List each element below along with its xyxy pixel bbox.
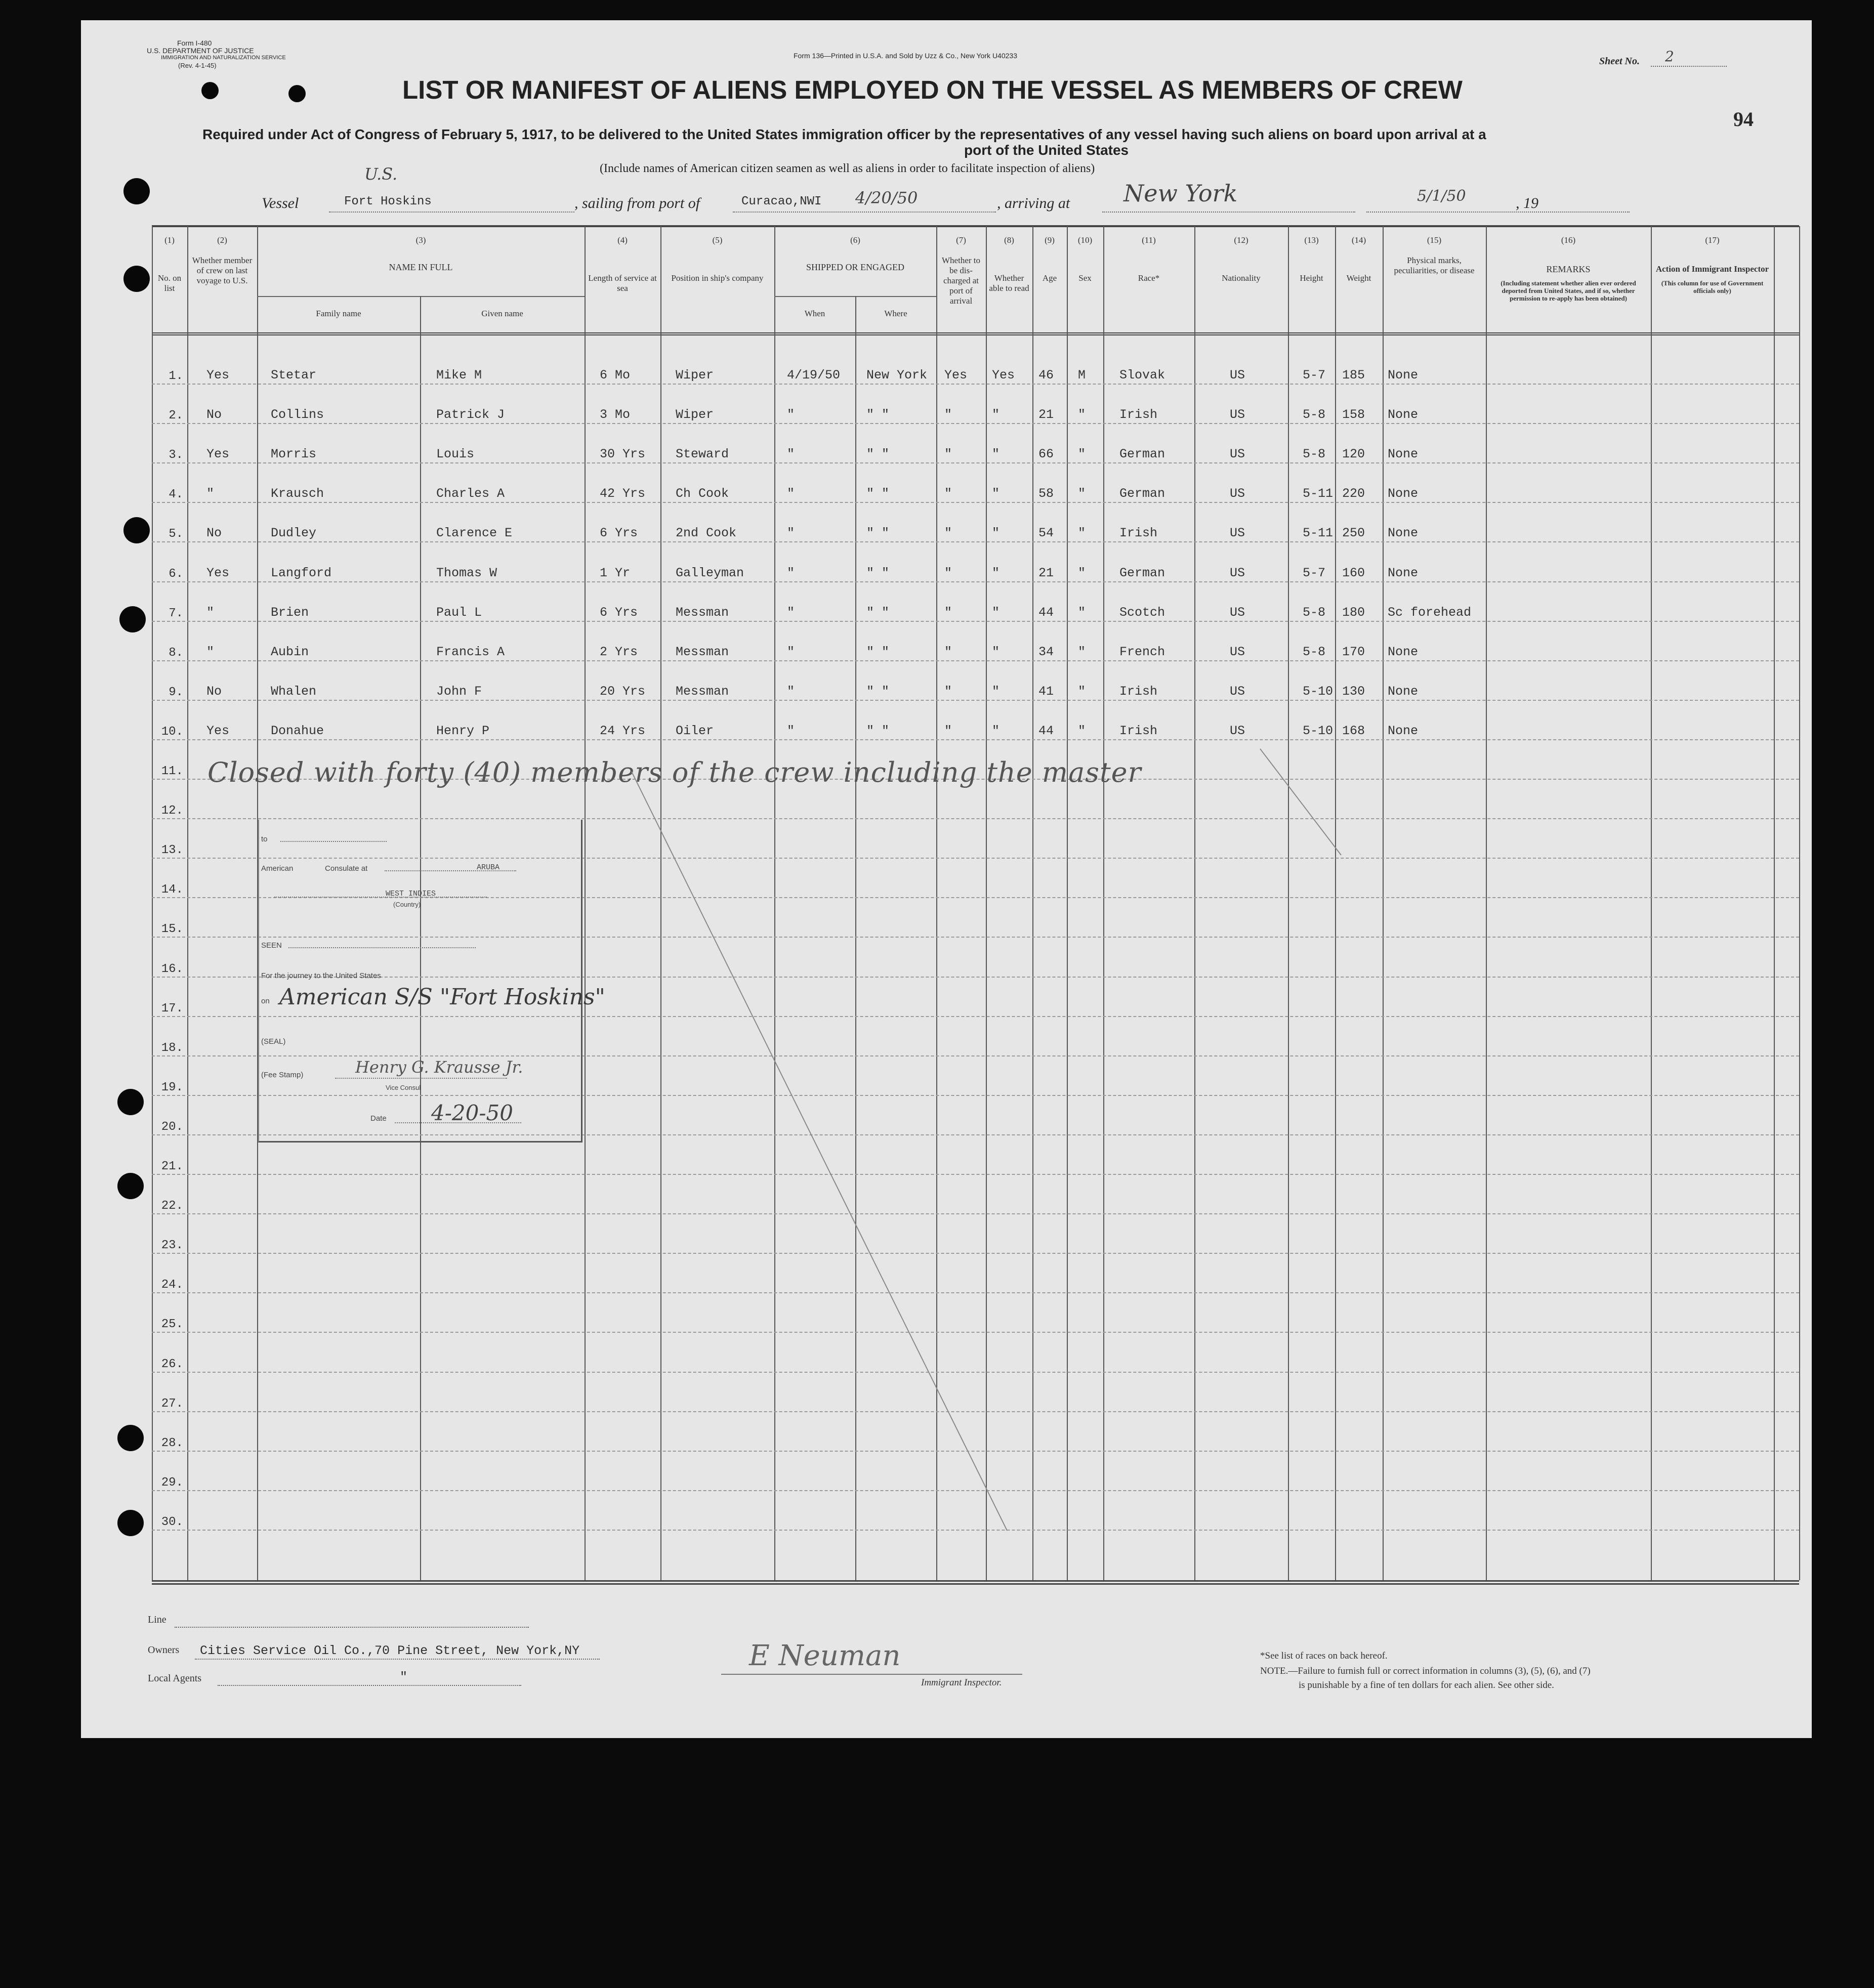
races-note: *See list of races on back hereof. — [1260, 1651, 1388, 1661]
cell-given: Francis A — [436, 644, 505, 659]
cell-where: " " — [866, 407, 890, 422]
column-number: (3) — [415, 235, 426, 245]
cell-discharged: " — [944, 447, 952, 462]
row-number: 18. — [161, 1041, 183, 1055]
cell-when: " — [787, 723, 795, 738]
cell-race: Irish — [1119, 526, 1158, 541]
cell-read: Yes — [992, 368, 1015, 383]
cell-discharged: " — [944, 684, 952, 699]
row-number: 14. — [161, 883, 183, 897]
cell-nationality: US — [1230, 368, 1245, 383]
cell-race: Scotch — [1119, 605, 1165, 620]
cell-given: Paul L — [436, 605, 482, 620]
cell-position: Messman — [676, 644, 729, 659]
column-header: NAME IN FULL — [389, 262, 453, 272]
cell-nationality: US — [1230, 723, 1245, 738]
cell-weight: 160 — [1342, 565, 1365, 580]
cell-service: 2 Yrs — [600, 644, 638, 659]
cell-family: Stetar — [271, 368, 317, 383]
cell-where: " " — [866, 684, 890, 699]
arriving-label: , arriving at — [997, 195, 1070, 212]
cell-height: 5-11 — [1303, 486, 1334, 501]
column-number: (6) — [850, 235, 860, 245]
cell-service: 20 Yrs — [600, 684, 646, 699]
cell-read: " — [992, 644, 1000, 659]
cell-last-voyage: Yes — [206, 565, 230, 580]
inspector-line — [721, 1674, 1022, 1675]
cell-marks: None — [1388, 526, 1419, 541]
cell-discharged: " — [944, 644, 952, 659]
cell-last-voyage: Yes — [206, 447, 230, 462]
column-number: (13) — [1304, 235, 1319, 245]
cell-race: German — [1119, 565, 1165, 580]
cell-weight: 185 — [1342, 368, 1365, 383]
cell-nationality: US — [1230, 565, 1245, 580]
cell-sex: " — [1078, 644, 1086, 659]
cell-where: " " — [866, 526, 890, 541]
cell-marks: None — [1388, 447, 1419, 462]
cell-family: Dudley — [271, 526, 317, 541]
cell-nationality: US — [1230, 407, 1245, 422]
owners-value: Cities Service Oil Co.,70 Pine Street, New York,NY — [200, 1643, 580, 1658]
cell-position: Messman — [676, 684, 729, 699]
cell-sex: " — [1078, 565, 1086, 580]
stamp-american: American — [261, 864, 294, 873]
cell-given: Clarence E — [436, 526, 513, 541]
row-number: 26. — [161, 1357, 183, 1371]
cell-where: " " — [866, 565, 890, 580]
cell-nationality: US — [1230, 447, 1245, 462]
column-number: (5) — [712, 235, 723, 245]
sailing-label: , sailing from port of — [574, 195, 700, 212]
cell-race: Slovak — [1119, 368, 1165, 383]
row-number: 20. — [161, 1120, 183, 1134]
column-number: (4) — [617, 235, 628, 245]
column-subheader: Family name — [316, 309, 361, 318]
row-number: 17. — [161, 1001, 183, 1016]
owners-label: Owners — [148, 1644, 180, 1656]
cell-read: " — [992, 447, 1000, 462]
column-header: Race* — [1138, 273, 1160, 283]
cell-nationality: US — [1230, 486, 1245, 501]
cell-nationality: US — [1230, 526, 1245, 541]
arriving-port: New York — [1123, 180, 1238, 207]
agents-value: " — [400, 1670, 408, 1684]
cell-height: 5-8 — [1303, 644, 1326, 659]
column-header: Whether member of crew on last voyage to U.S. — [192, 256, 253, 285]
cell-service: 6 Mo — [600, 368, 631, 383]
row-number: 24. — [161, 1278, 183, 1292]
cell-last-voyage: No — [206, 526, 222, 541]
row-number: 3. — [169, 448, 183, 462]
row-number: 7. — [169, 606, 183, 620]
cell-discharged: " — [944, 407, 952, 422]
cell-family: Aubin — [271, 644, 309, 659]
owners-field — [195, 1659, 600, 1660]
cell-position: Messman — [676, 605, 729, 620]
stamp-ship: American S/S "Fort Hoskins" — [279, 984, 605, 1010]
cell-age: 21 — [1038, 407, 1054, 422]
row-number: 30. — [161, 1515, 183, 1529]
cell-service: 30 Yrs — [600, 447, 646, 462]
note-1: NOTE.—Failure to furnish full or correct information in columns (3), (5), (6), and (7) — [1260, 1666, 1591, 1676]
cell-service: 42 Yrs — [600, 486, 646, 501]
column-subheader: Given name — [481, 309, 523, 318]
stamp-vice-consul: Vice Consul — [386, 1084, 421, 1091]
row-number: 19. — [161, 1080, 183, 1094]
row-number: 6. — [169, 567, 183, 581]
cell-age: 34 — [1038, 644, 1054, 659]
cell-age: 44 — [1038, 723, 1054, 738]
cell-weight: 130 — [1342, 684, 1365, 699]
cell-given: Henry P — [436, 723, 490, 738]
cell-position: Wiper — [676, 368, 714, 383]
cell-read: " — [992, 723, 1000, 738]
service: IMMIGRATION AND NATURALIZATION SERVICE — [161, 55, 286, 61]
printer-line: Form 136—Printed in U.S.A. and Sold by Uzz & Co., New York U40233 — [794, 52, 1017, 60]
column-header: Height — [1300, 273, 1323, 283]
cell-read: " — [992, 684, 1000, 699]
cell-age: 41 — [1038, 684, 1054, 699]
stamp-fee: (Fee Stamp) — [261, 1071, 304, 1079]
page-title: LIST OR MANIFEST OF ALIENS EMPLOYED ON THE VESSEL AS MEMBERS OF CREW — [402, 75, 1463, 104]
cell-discharged: " — [944, 526, 952, 541]
cell-nationality: US — [1230, 644, 1245, 659]
column-header: Weight — [1346, 273, 1371, 283]
cell-last-voyage: " — [206, 486, 215, 501]
cell-where: " " — [866, 644, 890, 659]
stamp-country-label: (Country) — [393, 901, 421, 908]
column-header: REMARKS — [1546, 264, 1591, 274]
row-number: 8. — [169, 646, 183, 660]
column-header: Sex — [1078, 273, 1092, 283]
stamp-signature: Henry G. Krausse Jr. — [355, 1058, 523, 1077]
column-number: (14) — [1351, 235, 1366, 245]
cell-position: Wiper — [676, 407, 714, 422]
cell-sex: " — [1078, 407, 1086, 422]
column-number: (15) — [1427, 235, 1442, 245]
cell-race: French — [1119, 644, 1165, 659]
cell-weight: 158 — [1342, 407, 1365, 422]
vessel-prefix: U.S. — [364, 164, 398, 184]
cell-last-voyage: " — [206, 605, 215, 620]
cell-when: " — [787, 605, 795, 620]
cell-position: Ch Cook — [676, 486, 729, 501]
sailing-port: Curacao,NWI — [741, 195, 822, 208]
subtitle-2: port of the United States — [964, 142, 1129, 158]
cell-sex: " — [1078, 486, 1086, 501]
cell-weight: 220 — [1342, 486, 1365, 501]
closing-note: Closed with forty (40) members of the crew including the master — [207, 756, 1142, 788]
cell-height: 5-10 — [1303, 684, 1334, 699]
cell-when: " — [787, 565, 795, 580]
sheet-value: 2 — [1665, 48, 1674, 65]
row-number: 16. — [161, 962, 183, 976]
cell-last-voyage: No — [206, 407, 222, 422]
cell-given: Louis — [436, 447, 475, 462]
agents-field — [218, 1685, 521, 1686]
column-header: Action of Immigrant Inspector — [1655, 264, 1769, 274]
cell-height: 5-8 — [1303, 605, 1326, 620]
column-header: SHIPPED OR ENGAGED — [806, 262, 904, 272]
cell-discharged: Yes — [944, 368, 968, 383]
row-number: 22. — [161, 1199, 183, 1213]
stamp-city: ARUBA — [477, 863, 500, 872]
cell-race: Irish — [1119, 723, 1158, 738]
cell-weight: 170 — [1342, 644, 1365, 659]
cell-position: Oiler — [676, 723, 714, 738]
stamp-on: on — [261, 997, 270, 1005]
cell-sex: " — [1078, 447, 1086, 462]
row-number: 10. — [161, 725, 183, 739]
cell-last-voyage: No — [206, 684, 222, 699]
column-header: No. on list — [157, 273, 182, 293]
cell-race: German — [1119, 486, 1165, 501]
cell-discharged: " — [944, 605, 952, 620]
cell-when: 4/19/50 — [787, 368, 841, 383]
cell-family: Langford — [271, 565, 332, 580]
column-header: Position in ship's company — [671, 273, 764, 283]
row-number: 9. — [169, 685, 183, 699]
cell-weight: 120 — [1342, 447, 1365, 462]
stamp-seal: (SEAL) — [261, 1037, 286, 1046]
cell-where: " " — [866, 447, 890, 462]
cell-family: Morris — [271, 447, 317, 462]
cell-service: 1 Yr — [600, 565, 631, 580]
cell-marks: None — [1388, 565, 1419, 580]
cell-where: " " — [866, 605, 890, 620]
cell-sex: M — [1078, 368, 1086, 383]
row-number: 4. — [169, 488, 183, 502]
cell-read: " — [992, 565, 1000, 580]
row-number: 21. — [161, 1160, 183, 1173]
row-number: 23. — [161, 1239, 183, 1253]
cell-sex: " — [1078, 605, 1086, 620]
cell-nationality: US — [1230, 684, 1245, 699]
cell-given: John F — [436, 684, 482, 699]
cell-last-voyage: Yes — [206, 723, 230, 738]
cell-discharged: " — [944, 565, 952, 580]
cell-age: 46 — [1038, 368, 1054, 383]
cell-race: German — [1119, 447, 1165, 462]
row-number: 12. — [161, 804, 183, 818]
cell-age: 66 — [1038, 447, 1054, 462]
cell-age: 54 — [1038, 526, 1054, 541]
column-number: (1) — [164, 235, 175, 245]
column-number: (11) — [1142, 235, 1156, 245]
cell-height: 5-11 — [1303, 526, 1334, 541]
cell-age: 58 — [1038, 486, 1054, 501]
page-number: 94 — [1733, 108, 1754, 131]
cell-read: " — [992, 605, 1000, 620]
stamp-seen: SEEN — [261, 941, 282, 950]
inspector-signature: E Neuman — [749, 1639, 901, 1672]
row-number: 29. — [161, 1475, 183, 1490]
cell-family: Krausch — [271, 486, 324, 501]
cell-family: Brien — [271, 605, 309, 620]
cell-nationality: US — [1230, 605, 1245, 620]
cell-family: Collins — [271, 407, 324, 422]
cell-when: " — [787, 684, 795, 699]
column-header: Physical marks, peculiarities, or disease — [1394, 256, 1475, 275]
inspector-label: Immigrant Inspector. — [921, 1677, 1002, 1688]
cell-where: New York — [866, 368, 928, 383]
column-number: (2) — [217, 235, 227, 245]
cell-read: " — [992, 407, 1000, 422]
cell-marks: None — [1388, 723, 1419, 738]
stamp-country: WEST INDIES — [386, 890, 436, 898]
column-note: (Including statement whether alien ever ordered deported from United States, and if so, whether permission to re-apply has been obtained) — [1501, 279, 1636, 302]
cell-service: 6 Yrs — [600, 526, 638, 541]
sailing-date: 4/20/50 — [855, 188, 918, 207]
row-number: 27. — [161, 1397, 183, 1411]
cell-last-voyage: Yes — [206, 368, 230, 383]
cell-given: Patrick J — [436, 407, 505, 422]
cell-position: 2nd Cook — [676, 526, 737, 541]
cell-marks: None — [1388, 368, 1419, 383]
cell-service: 24 Yrs — [600, 723, 646, 738]
form-number: Form I-480 — [177, 39, 212, 47]
cell-marks: None — [1388, 407, 1419, 422]
cell-when: " — [787, 447, 795, 462]
column-header: Length of service at sea — [588, 273, 657, 293]
cell-given: Thomas W — [436, 565, 497, 580]
cell-when: " — [787, 526, 795, 541]
cell-marks: Sc forehead — [1388, 605, 1472, 620]
column-number: (10) — [1077, 235, 1093, 245]
column-number: (16) — [1561, 235, 1576, 245]
cell-service: 6 Yrs — [600, 605, 638, 620]
column-number: (17) — [1705, 235, 1720, 245]
row-number: 1. — [169, 369, 183, 383]
cell-sex: " — [1078, 723, 1086, 738]
cell-marks: None — [1388, 684, 1419, 699]
cell-race: Irish — [1119, 684, 1158, 699]
column-header: Nationality — [1222, 273, 1261, 283]
column-subheader: Where — [884, 309, 907, 318]
column-header: Whether able to read — [989, 273, 1029, 293]
row-number: 2. — [169, 409, 183, 423]
stamp-to: to — [261, 835, 268, 843]
stamp-date: 4-20-50 — [431, 1101, 513, 1125]
note-2: is punishable by a fine of ten dollars for each alien. See other side. — [1299, 1680, 1554, 1690]
row-number: 25. — [161, 1318, 183, 1332]
stamp-consulate: Consulate at — [325, 864, 368, 873]
subtitle-1: Required under Act of Congress of February 5, 1917, to be delivered to the United States immigration officer by the representatives of any vessel having such aliens on board upon arrival at a — [202, 126, 1486, 142]
row-number: 15. — [161, 922, 183, 937]
cell-discharged: " — [944, 486, 952, 501]
cell-height: 5-7 — [1303, 565, 1326, 580]
cell-when: " — [787, 407, 795, 422]
cell-height: 5-7 — [1303, 368, 1326, 383]
row-number: 5. — [169, 527, 183, 541]
cell-family: Whalen — [271, 684, 317, 699]
row-number: 28. — [161, 1436, 183, 1450]
cell-last-voyage: " — [206, 644, 215, 659]
cell-sex: " — [1078, 526, 1086, 541]
cell-race: Irish — [1119, 407, 1158, 422]
line-field — [175, 1627, 529, 1628]
row-number: 11. — [161, 765, 183, 778]
line-label: Line — [148, 1614, 166, 1625]
cell-marks: None — [1388, 644, 1419, 659]
cell-given: Mike M — [436, 368, 482, 383]
cell-family: Donahue — [271, 723, 324, 738]
cell-read: " — [992, 526, 1000, 541]
arriving-date: 5/1/50 — [1417, 187, 1466, 205]
column-subheader: When — [804, 309, 825, 318]
cell-sex: " — [1078, 684, 1086, 699]
column-number: (7) — [956, 235, 966, 245]
cell-weight: 250 — [1342, 526, 1365, 541]
agents-label: Local Agents — [148, 1673, 202, 1684]
vessel-name: Fort Hoskins — [344, 195, 432, 208]
column-number: (8) — [1004, 235, 1014, 245]
column-header: Whether to be dis-charged at port of arrival — [942, 256, 980, 306]
cell-when: " — [787, 644, 795, 659]
subtitle-3: (Include names of American citizen seamen as well as aliens in order to facilitate inspection of aliens) — [600, 162, 1095, 175]
cell-where: " " — [866, 723, 890, 738]
cell-height: 5-8 — [1303, 407, 1326, 422]
cell-where: " " — [866, 486, 890, 501]
cell-position: Galleyman — [676, 565, 744, 580]
vessel-label: Vessel — [262, 195, 299, 212]
cell-weight: 180 — [1342, 605, 1365, 620]
revision: (Rev. 4-1-45) — [178, 62, 217, 69]
cell-when: " — [787, 486, 795, 501]
cell-age: 21 — [1038, 565, 1054, 580]
column-header: Age — [1042, 273, 1057, 283]
cell-read: " — [992, 486, 1000, 501]
row-number: 13. — [161, 843, 183, 858]
column-number: (12) — [1234, 235, 1248, 245]
cell-age: 44 — [1038, 605, 1054, 620]
column-number: (9) — [1045, 235, 1055, 245]
stamp-journey: For the journey to the United States — [261, 971, 381, 980]
cell-marks: None — [1388, 486, 1419, 501]
stamp-date-label: Date — [370, 1114, 387, 1123]
cell-service: 3 Mo — [600, 407, 631, 422]
year-label: , 19 — [1516, 195, 1538, 212]
sheet-label: Sheet No. — [1599, 56, 1640, 67]
cell-height: 5-8 — [1303, 447, 1326, 462]
cell-weight: 168 — [1342, 723, 1365, 738]
cell-given: Charles A — [436, 486, 505, 501]
cell-position: Steward — [676, 447, 729, 462]
cell-discharged: " — [944, 723, 952, 738]
column-note: (This column for use of Government officials only) — [1661, 279, 1764, 294]
cell-height: 5-10 — [1303, 723, 1334, 738]
department: U.S. DEPARTMENT OF JUSTICE — [147, 47, 254, 55]
